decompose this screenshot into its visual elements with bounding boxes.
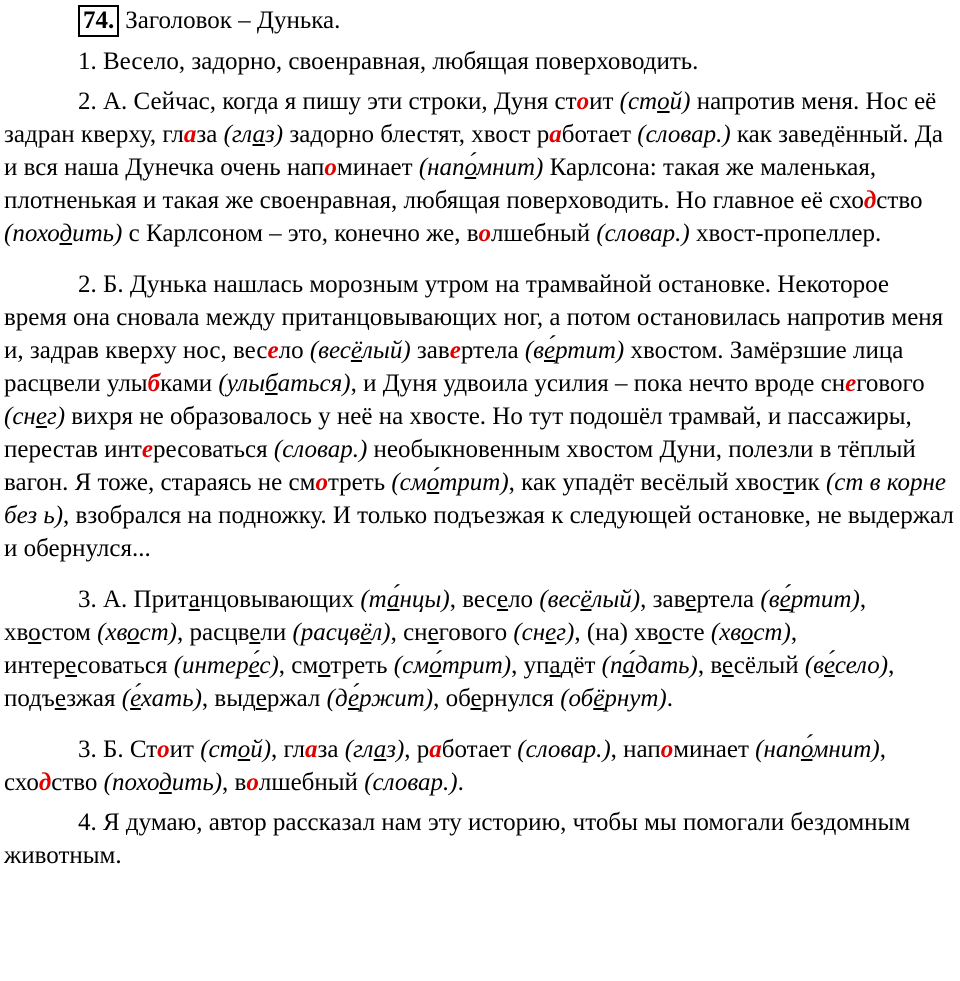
hint-underlined-letter: е bbox=[35, 403, 47, 430]
text-run: , расцв bbox=[177, 619, 250, 646]
text-run: 3. Б. Ст bbox=[78, 736, 158, 763]
underlined-letter: е bbox=[685, 586, 697, 613]
hint-underlined-letter: а bbox=[252, 121, 266, 148]
answer-paragraph-3b bbox=[4, 733, 956, 799]
text-run: минает bbox=[673, 736, 756, 763]
text-run: , выд bbox=[201, 685, 256, 712]
hint-word: й) bbox=[250, 736, 272, 763]
underlined-letter: е bbox=[54, 685, 67, 712]
text-run: ли bbox=[260, 619, 293, 646]
hint-underlined-letter: е́ bbox=[544, 337, 556, 364]
highlighted-letter: о bbox=[478, 220, 491, 247]
text-run: , (на) хв bbox=[574, 619, 659, 646]
answer-paragraph-1 bbox=[4, 45, 956, 78]
highlighted-letter: а bbox=[304, 736, 318, 763]
text-run: 1. Весело, задорно, своенравная, любящая поверховодить. bbox=[78, 48, 699, 75]
text-run: треть bbox=[327, 469, 392, 496]
hint-word: л) bbox=[371, 619, 391, 646]
hint-word: мнит) bbox=[812, 736, 880, 763]
hint-word: трит) bbox=[439, 469, 509, 496]
text-run: вихря не образовалось у неё на хвосте. Но тут подошёл трамвай, и пассажиры, перестав инт bbox=[4, 403, 912, 463]
hint-word: лый) bbox=[591, 586, 641, 613]
hint-word: село) bbox=[834, 652, 889, 679]
hint-word: (т bbox=[360, 586, 388, 613]
hint-word: дать) bbox=[634, 652, 698, 679]
text-run: напротив меня. Нос её задран кверху, гл bbox=[4, 88, 937, 148]
text-run: ит bbox=[589, 88, 620, 115]
underlined-letter: е bbox=[249, 619, 261, 646]
hint-word: хать) bbox=[140, 685, 202, 712]
text-run: , нап bbox=[610, 736, 661, 763]
text-run: гового bbox=[438, 619, 514, 646]
hint-word: (словар.) bbox=[637, 121, 731, 148]
hint-word: ( bbox=[121, 685, 131, 712]
underlined-letter: е bbox=[427, 619, 439, 646]
highlighted-letter: о bbox=[315, 469, 328, 496]
highlighted-letter: е bbox=[449, 337, 461, 364]
hint-word: (нап bbox=[418, 154, 465, 181]
hint-word: (д bbox=[326, 685, 348, 712]
text-run: сёлый bbox=[733, 652, 805, 679]
text-run: , см bbox=[278, 652, 319, 679]
highlighted-letter: д bbox=[38, 769, 52, 796]
hint-word: г) bbox=[46, 403, 66, 430]
text-run: , в bbox=[222, 769, 247, 796]
text-run: , сн bbox=[390, 619, 428, 646]
hint-underlined-letter: ё bbox=[580, 586, 592, 613]
highlighted-letter: а bbox=[549, 121, 562, 148]
hint-underlined-letter: д bbox=[159, 769, 172, 796]
hint-word: (похо bbox=[4, 220, 60, 247]
hint-underlined-letter: а́ bbox=[387, 586, 400, 613]
hint-word: (словар.) bbox=[596, 220, 690, 247]
text-run: . bbox=[457, 769, 464, 796]
text-run: ло bbox=[278, 337, 310, 364]
hint-underlined-letter: о́ bbox=[464, 154, 477, 181]
hint-word: с) bbox=[259, 652, 279, 679]
text-run: Карлсона: такая же маленькая, плотненькая и такая же своенравная, любящая поверховодить. Но главное её схо bbox=[4, 154, 877, 214]
highlighted-letter: о bbox=[246, 769, 259, 796]
hint-word: з) bbox=[265, 121, 284, 148]
hint-word: аться) bbox=[277, 370, 351, 397]
hint-underlined-letter: е́ bbox=[779, 586, 791, 613]
text-run: дёт bbox=[560, 652, 602, 679]
hint-underlined-letter: о bbox=[127, 619, 140, 646]
text-run: , интер bbox=[4, 619, 798, 679]
hint-word: (в bbox=[760, 586, 780, 613]
text-run: хвостом. Замёрзшие лица расцвели улы bbox=[4, 337, 904, 397]
underlined-letter: о bbox=[318, 652, 331, 679]
hint-underlined-letter: ё bbox=[350, 337, 362, 364]
text-run: , вес bbox=[449, 586, 497, 613]
text-run: зав bbox=[410, 337, 450, 364]
highlighted-letter: е bbox=[267, 337, 279, 364]
hint-underlined-letter: е́ bbox=[347, 685, 360, 712]
hint-word: (словар.) bbox=[517, 736, 611, 763]
hint-word: (вес bbox=[309, 337, 351, 364]
highlighted-letter: а bbox=[183, 121, 197, 148]
highlighted-letter: е bbox=[845, 370, 857, 397]
hint-underlined-letter: е́ bbox=[248, 652, 260, 679]
text-run: за bbox=[317, 736, 345, 763]
hint-word: ить) bbox=[72, 220, 123, 247]
answer-paragraph-4 bbox=[4, 806, 956, 872]
hint-word: лый) bbox=[362, 337, 411, 364]
hint-word: (см bbox=[393, 652, 430, 679]
hint-word: (ст bbox=[619, 88, 658, 115]
hint-word: (сн bbox=[4, 403, 36, 430]
hint-word: нцы) bbox=[399, 586, 450, 613]
hint-word: (интер bbox=[173, 652, 249, 679]
underlined-letter: е bbox=[496, 586, 509, 613]
text-run: 2. А. Сейчас, когда я пишу эти строки, Дуня ст bbox=[78, 88, 577, 115]
hint-underlined-letter: ё bbox=[593, 685, 605, 712]
hint-underlined-letter: о bbox=[657, 88, 670, 115]
hint-underlined-letter: о́ bbox=[800, 736, 813, 763]
hint-word: (гл bbox=[223, 121, 253, 148]
highlighted-letter: е bbox=[141, 436, 153, 463]
hint-underlined-letter: а́ bbox=[622, 652, 635, 679]
text-run: , р bbox=[404, 736, 430, 763]
text-run: ботает bbox=[441, 736, 518, 763]
text-run: минает bbox=[336, 154, 419, 181]
text-run: , гл bbox=[271, 736, 305, 763]
hint-word: (нап bbox=[755, 736, 801, 763]
highlighted-letter: о bbox=[324, 154, 337, 181]
text-run: , уп bbox=[511, 652, 550, 679]
hint-word: (гл bbox=[344, 736, 374, 763]
hint-word: (см bbox=[391, 469, 427, 496]
hint-underlined-letter: о bbox=[237, 736, 251, 763]
highlighted-letter: о bbox=[157, 736, 170, 763]
text-run: ство bbox=[51, 769, 104, 796]
hint-word: трит) bbox=[441, 652, 512, 679]
text-run: лшебный bbox=[491, 220, 597, 247]
answer-paragraph-2b bbox=[4, 268, 956, 565]
hint-underlined-letter: о bbox=[740, 619, 754, 646]
text-run: ртела bbox=[460, 337, 525, 364]
highlighted-letter: б bbox=[147, 370, 161, 397]
hint-word: (сн bbox=[513, 619, 546, 646]
highlighted-letter: о bbox=[576, 88, 590, 115]
underlined-letter: а bbox=[549, 652, 561, 679]
underlined-letter: е bbox=[722, 652, 734, 679]
hint-word: (словар.) bbox=[273, 436, 368, 463]
text-run: за bbox=[196, 121, 224, 148]
text-run: ржал bbox=[266, 685, 327, 712]
hint-word: (словар.) bbox=[364, 769, 458, 796]
text-run: ками bbox=[160, 370, 219, 397]
text-run: необыкновенным хвостом Дуни, полезли в тёплый вагон. Я тоже, стараясь не см bbox=[4, 436, 916, 496]
exercise-title: Заголовок – Дунька. bbox=[125, 7, 341, 34]
hint-word: (расцв bbox=[292, 619, 361, 646]
hint-word: (в bbox=[804, 652, 825, 679]
hint-word: ить) bbox=[171, 769, 223, 796]
hint-word: й) bbox=[669, 88, 691, 115]
text-run: ство bbox=[876, 187, 923, 214]
text-run: . bbox=[666, 685, 674, 712]
hint-word: (в bbox=[524, 337, 545, 364]
hint-word: (хв bbox=[97, 619, 128, 646]
underlined-letter: а bbox=[188, 586, 200, 613]
underlined-letter: е bbox=[65, 652, 77, 679]
highlighted-letter: о bbox=[660, 736, 674, 763]
exercise-header bbox=[4, 4, 956, 37]
text-run: стом bbox=[41, 619, 98, 646]
text-run: сте bbox=[671, 619, 711, 646]
hint-underlined-letter: д bbox=[59, 220, 73, 247]
text-run: соваться bbox=[77, 652, 174, 679]
hint-word: ртит) bbox=[790, 586, 860, 613]
text-run: как заведённый. Да и вся наша Дунечка очень нап bbox=[4, 121, 943, 181]
text-run: , зав bbox=[640, 586, 686, 613]
text-run: , об bbox=[433, 685, 471, 712]
text-run: , подъ bbox=[4, 652, 895, 712]
hint-word: (ст bbox=[200, 736, 238, 763]
text-run: 4. Я думаю, автор рассказал нам эту историю, чтобы мы помогали бездомным животным. bbox=[4, 809, 911, 869]
text-run: , и Дуня удвоила усилия – пока нечто вроде сн bbox=[350, 370, 846, 397]
text-run: треть bbox=[330, 652, 394, 679]
hint-word: (похо bbox=[103, 769, 160, 796]
text-run: 2. Б. Дунька нашлась морозным утром на трамвайной остановке. Некоторое время она сновала между пританцовывающих ног, а потом остановилась напротив меня и, задрав кверху нос, вес bbox=[4, 271, 944, 364]
text-run: ботает bbox=[561, 121, 638, 148]
hint-word: (п bbox=[601, 652, 623, 679]
text-run: задорно блестят, хвост р bbox=[283, 121, 550, 148]
text-run: зжая bbox=[66, 685, 122, 712]
hint-underlined-letter: о́ bbox=[429, 652, 442, 679]
text-run: , в bbox=[697, 652, 723, 679]
text-run: ик bbox=[794, 469, 826, 496]
hint-underlined-letter: е bbox=[545, 619, 557, 646]
hint-underlined-letter: б bbox=[265, 370, 278, 397]
text-run: , как упадёт весёлый хвос bbox=[508, 469, 784, 496]
highlighted-letter: д bbox=[863, 187, 877, 214]
hint-word: (ст в корне без ь) bbox=[4, 469, 947, 529]
hint-word: мнит) bbox=[476, 154, 544, 181]
hint-word: рнут) bbox=[604, 685, 667, 712]
hint-word: з) bbox=[386, 736, 405, 763]
hint-underlined-letter: ё bbox=[360, 619, 372, 646]
hint-word: ртит) bbox=[555, 337, 625, 364]
hint-word: ст) bbox=[753, 619, 791, 646]
text-run: рнулся bbox=[481, 685, 561, 712]
hint-underlined-letter: е́ bbox=[824, 652, 835, 679]
text-run: хвост-пропеллер. bbox=[689, 220, 882, 247]
text-run: 3. А. Прит bbox=[78, 586, 189, 613]
hint-word: (улы bbox=[218, 370, 266, 397]
text-run: ло bbox=[508, 586, 540, 613]
text-run: ртела bbox=[696, 586, 761, 613]
underlined-letter: о bbox=[658, 619, 672, 646]
hint-word: (об bbox=[560, 685, 594, 712]
hint-underlined-letter: е́ bbox=[130, 685, 141, 712]
highlighted-letter: а bbox=[429, 736, 442, 763]
text-run: , схо bbox=[4, 736, 886, 796]
underlined-letter: т bbox=[783, 469, 795, 496]
text-run: , хв bbox=[4, 586, 867, 646]
hint-word: ст) bbox=[139, 619, 177, 646]
text-run: нцовывающих bbox=[199, 586, 361, 613]
underlined-letter: е bbox=[470, 685, 482, 712]
text-run: , взобрался на подножку. И только подъезжая к следующей остановке, не выдержал и обернулся... bbox=[4, 502, 954, 562]
hint-word: г) bbox=[556, 619, 575, 646]
underlined-letter: е bbox=[255, 685, 267, 712]
hint-underlined-letter: о́ bbox=[426, 469, 440, 496]
text-run: лшебный bbox=[258, 769, 365, 796]
hint-underlined-letter: а bbox=[373, 736, 387, 763]
text-run: гового bbox=[856, 370, 925, 397]
underlined-letter: о bbox=[28, 619, 42, 646]
exercise-number: 74. bbox=[78, 5, 119, 37]
answer-paragraph-2a bbox=[4, 85, 956, 250]
hint-word: (хв bbox=[710, 619, 741, 646]
answer-paragraph-3a bbox=[4, 583, 956, 715]
hint-word: ржит) bbox=[359, 685, 434, 712]
text-run: ресоваться bbox=[152, 436, 274, 463]
hint-word: (вес bbox=[539, 586, 581, 613]
text-run: с Карлсоном – это, конечно же, в bbox=[122, 220, 479, 247]
text-run: ит bbox=[169, 736, 201, 763]
